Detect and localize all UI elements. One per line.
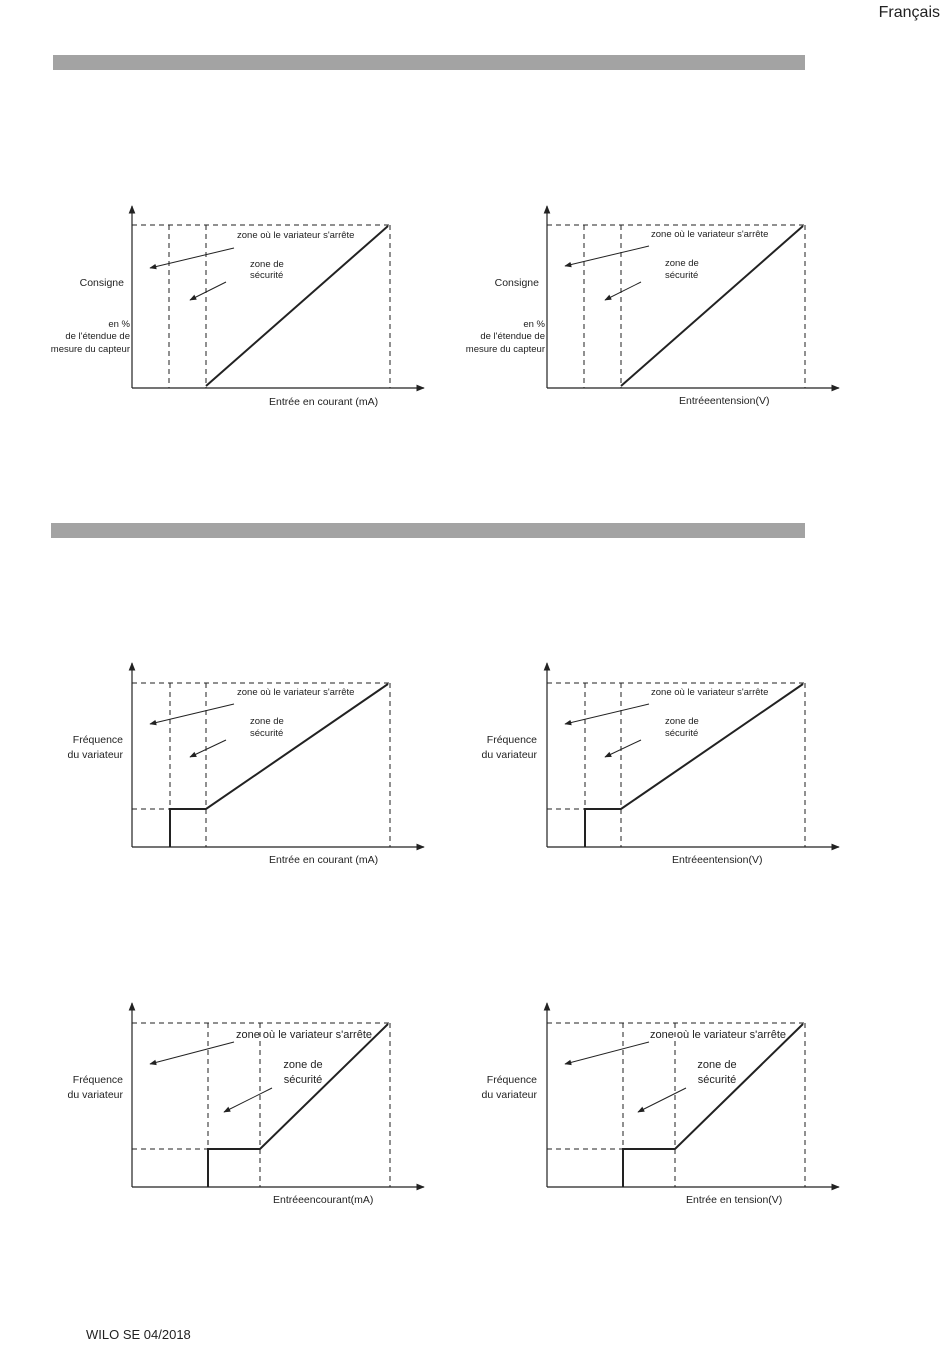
safety-zone-label-2: sécurité: [665, 728, 699, 739]
ylabel-percent-1: en %: [108, 319, 130, 330]
stop-zone-label: zone où le variateur s'arrête: [651, 687, 769, 698]
xlabel: Entréeentension(V): [679, 395, 770, 407]
xlabel: Entréeentension(V): [672, 854, 763, 866]
diagram-setpoint-current: [51, 206, 424, 408]
ylabel-frequency-1: Fréquence: [486, 1074, 537, 1086]
safety-zone-label-1: zone de: [250, 259, 284, 270]
ylabel-frequency-2: du variateur: [481, 749, 537, 761]
stop-zone-label: zone où le variateur s'arrête: [237, 687, 355, 698]
safety-zone-label-2: sécurité: [250, 728, 284, 739]
diagram-frequency-voltage: [482, 663, 839, 866]
ylabel-frequency-2: du variateur: [67, 1089, 123, 1101]
stop-zone-label: zone où le variateur s'arrête: [650, 1029, 787, 1041]
xlabel: Entrée en tension(V): [686, 1194, 783, 1206]
language-label: Français: [878, 4, 940, 21]
diagram-frequency-current: [68, 663, 424, 866]
safety-zone-label-1: zone de: [665, 716, 699, 727]
safety-zone-label-1: zone de: [697, 1059, 737, 1071]
diagram-frequency-voltage-2: [482, 1003, 839, 1206]
footer-text: WILO SE 04/2018: [86, 1327, 191, 1342]
safety-zone-label-2: sécurité: [283, 1074, 323, 1086]
ylabel-frequency-2: du variateur: [67, 749, 123, 761]
ylabel-frequency-1: Fréquence: [72, 1074, 123, 1086]
ylabel-setpoint: Consigne: [494, 277, 539, 289]
xlabel: Entrée en courant (mA): [269, 396, 379, 408]
ylabel-percent-2: de l'étendue de: [65, 331, 130, 342]
safety-zone-label-1: zone de: [250, 716, 284, 727]
ylabel-percent-3: mesure du capteur: [50, 344, 130, 355]
ylabel-frequency-1: Fréquence: [486, 734, 537, 746]
diagram-setpoint-voltage: [466, 206, 839, 407]
safety-zone-label-2: sécurité: [250, 270, 284, 281]
xlabel: Entréeencourant(mA): [273, 1194, 374, 1206]
ylabel-frequency-1: Fréquence: [72, 734, 123, 746]
safety-zone-label-2: sécurité: [697, 1074, 737, 1086]
xlabel: Entrée en courant (mA): [269, 854, 379, 866]
safety-zone-label-1: zone de: [665, 258, 699, 269]
safety-zone-label-2: sécurité: [665, 270, 699, 281]
diagram-frequency-current-2: [68, 1003, 424, 1206]
safety-zone-label-1: zone de: [283, 1059, 323, 1071]
ylabel-percent-3: mesure du capteur: [465, 344, 545, 355]
ylabel-frequency-2: du variateur: [481, 1089, 537, 1101]
stop-zone-label: zone où le variateur s'arrête: [237, 230, 355, 241]
ylabel-percent-2: de l'étendue de: [480, 331, 545, 342]
stop-zone-label: zone où le variateur s'arrête: [651, 229, 769, 240]
ylabel-setpoint: Consigne: [79, 277, 124, 289]
stop-zone-label: zone où le variateur s'arrête: [236, 1029, 373, 1041]
ylabel-percent-1: en %: [523, 319, 545, 330]
